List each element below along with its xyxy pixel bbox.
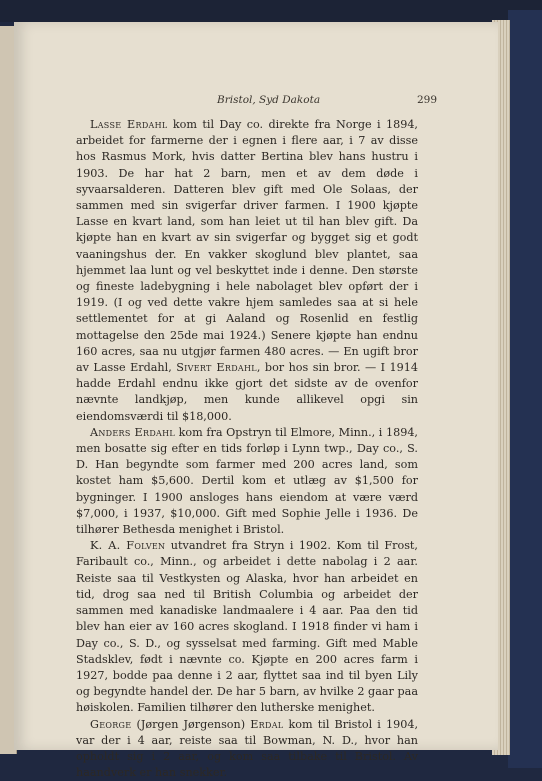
entry-text: kom til Day co. direkte fra Norge i 1894, arbeidet for farmerne der i egnen i flere aar, i 7 av disse hos Rasmus Mork, hvis datter Bertina blev hans hustru i 1903. De har hat 2 barn, men et av dem døde i syvaarsalderen. Datteren blev gift med Ole Solaas, der sammen med sin svigerfar driver farmen. I 1900 kjøpte Lasse en kvart land, som han leiet ut til han blev gift. Da kjøpte han en kvart av sin svigerfar og bygget sig et godt vaaningshus der. En vakker skoglund blev plantet, saa hjemmet laa lunt og vel beskyttet inde i denne. Den største og fineste ladebygning i hele nabolaget blev opført der i 1919. (I og ved dette vakre hjem samledes saa at si hele settlementet for at gi Aaland og Rosenlid en festlig mottagelse den 25de mai 1924.) Senere kjøpte han endnu 160 acres, saa nu utgjør farmen 480 acres. — En ugift bror av Lasse Erdahl, [76, 118, 418, 375]
entry-george-erdal [76, 717, 418, 781]
book-cover-top [0, 0, 542, 22]
entry-text: kom fra Opstryn til Elmore, Minn., i 1894, men bosatte sig efter en tids forløp i Lynn twp., Day co., S. D. Han begyndte som farmer med 200 acres land, som kostet ham $5,600. Dertil kom et utlæg av $1,500 for bygninger. I 1900 ansloges hans eiendom at være værd $7,000, i 1937, $10,000. Gift med Sophie Jelle i 1936. De tilhører Bethesda menighet i Bristol. [76, 425, 418, 537]
entry-text: utvandret fra Stryn i 1902. Kom til Frost, Faribault co., Minn., og arbeidet i dette nabolag i 2 aar. Reiste saa til Vestkysten og Alaska, hvor han arbeidet en tid, drog saa ned til British Columbia og arbeidet der sammen med kanadiske landmaalere i 4 aar. Paa den tid blev han eier av 160 acres skogland. I 1918 finder vi ham i Day co., S. D., og sysselsat med farming. Gift med Mable Stadsklev, født i nævnte co. Kjøpte en 200 acres farm i 1927, bodde paa denne i 2 aar, flyttet saa ind til byen Lily og begyndte handel der. De har 5 barn, av hvilke 2 gaar paa høiskolen. Familien tilhører den lutherske menighet. [76, 539, 418, 715]
entry-text-continued: kom til Bristol i 1904, var der i 4 aar, reiste saa til Bowman, N. D., hvor han opholdt sig i 2 aar, og kom saa tilbake til Bristol. Av haandverk er han snekker. [76, 717, 418, 780]
entry-text-continued: , bor hos sin bror. — I 1914 hadde Erdahl endnu ikke gjort det sidste av de ovenfor nævnte landkjøp, men kunde allikevel opgi sin eiendomsværdi til $18,000. [76, 361, 419, 423]
page-number: 299 [417, 94, 438, 106]
body-text [76, 117, 418, 781]
entry-text: (Jørgen Jørgenson) [131, 717, 251, 731]
book-cover-right [508, 10, 542, 768]
entry-name: K. A. Folven [90, 539, 166, 553]
entry-k-a-folven [76, 538, 418, 716]
entry-name-secondary: Sivert Erdahl [176, 361, 257, 375]
entry-name: Lasse Erdahl [90, 118, 168, 131]
page-header [14, 94, 498, 110]
running-title: Bristol, Syd Dakota [217, 94, 321, 106]
entry-lasse-erdahl [76, 117, 418, 425]
entry-name: Anders Erdahl [90, 425, 176, 439]
entry-name: George [90, 717, 132, 731]
entry-name-secondary: Erdal [250, 717, 284, 731]
entry-anders-erdahl [76, 425, 418, 538]
